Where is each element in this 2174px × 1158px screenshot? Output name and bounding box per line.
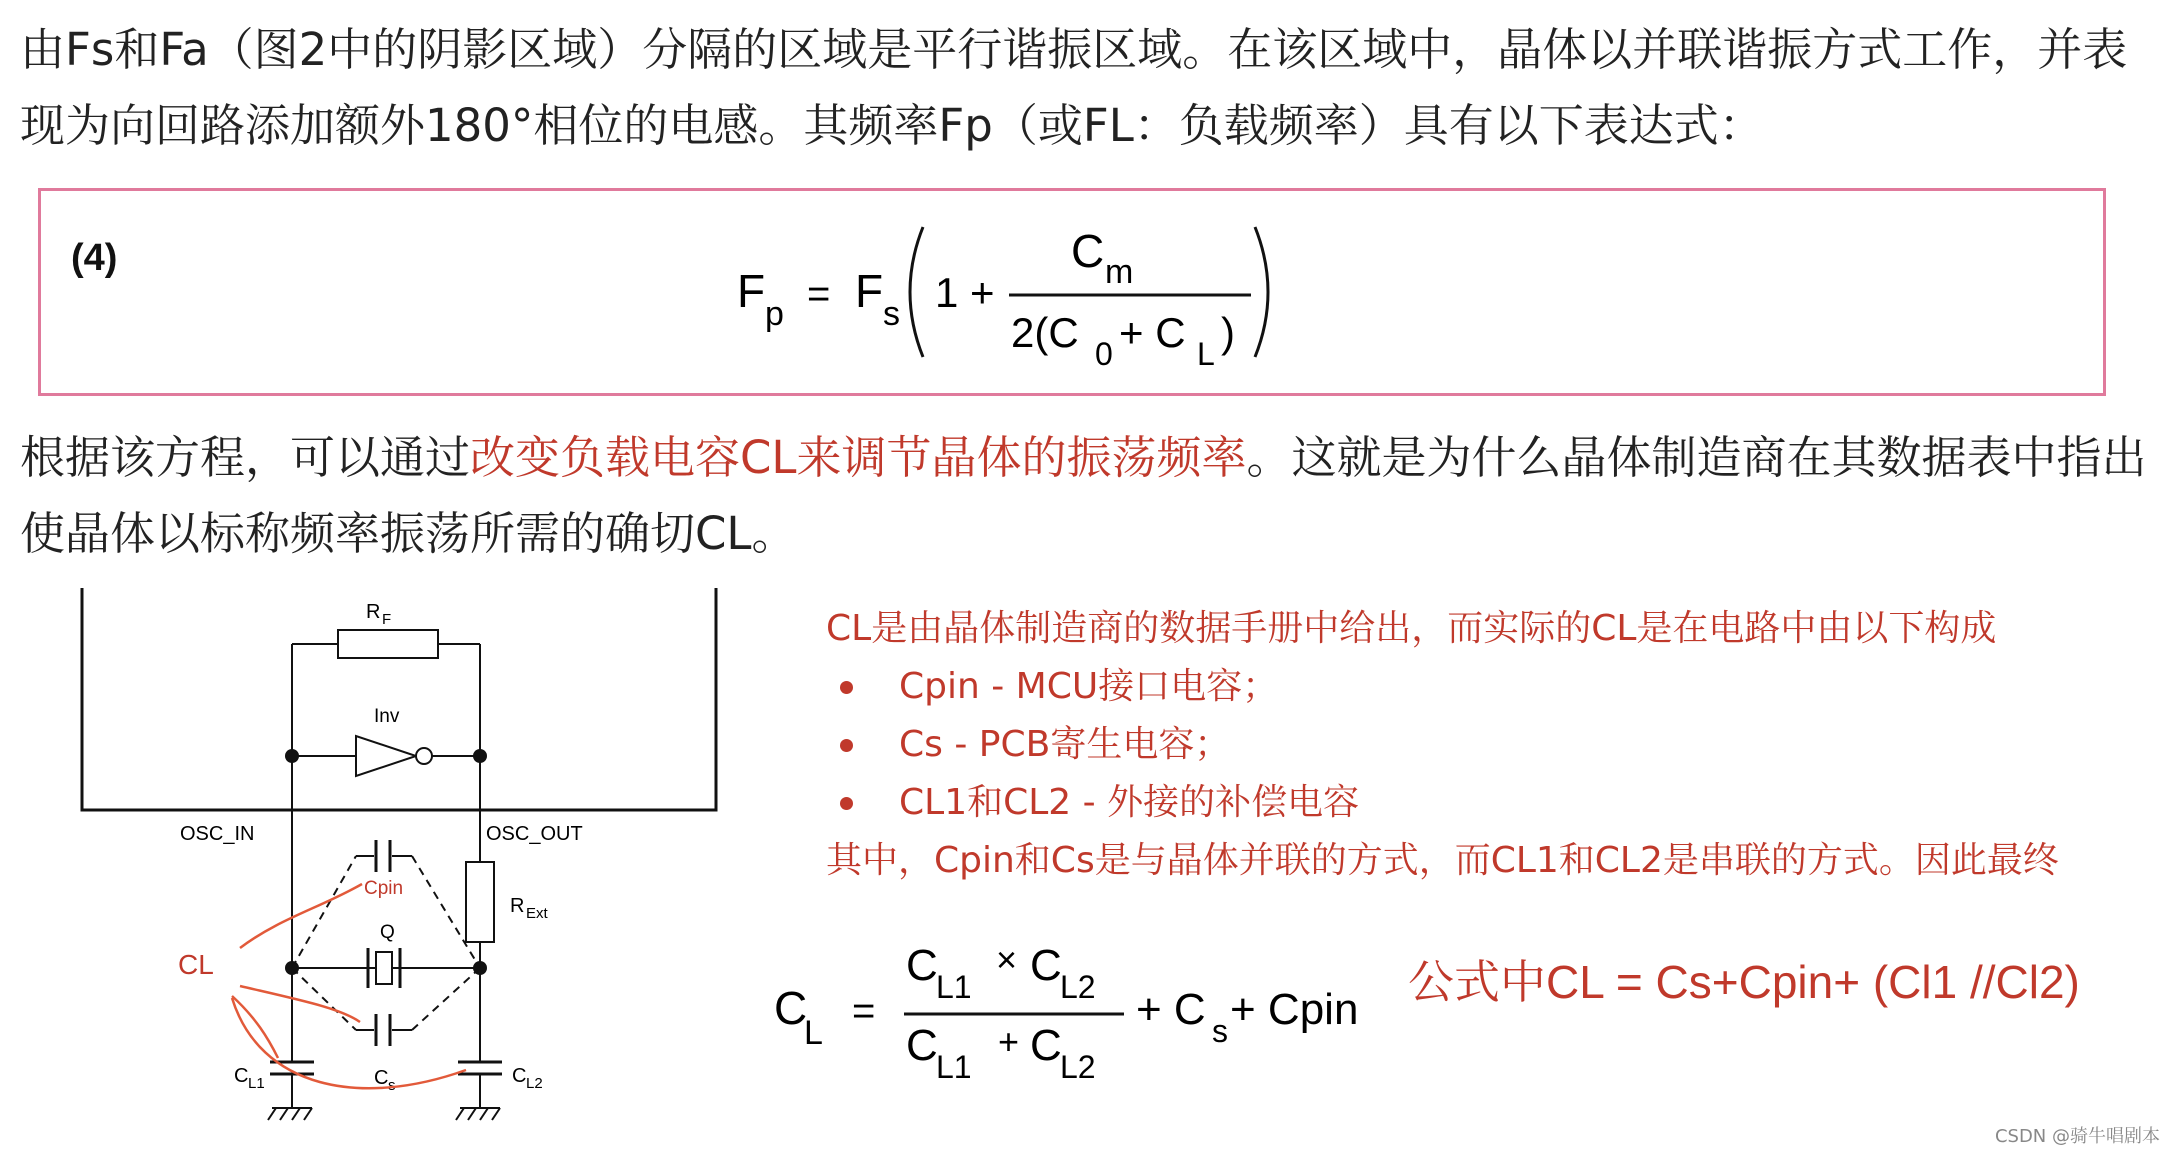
right-paren — [1255, 227, 1268, 357]
annotation-arrow — [240, 986, 360, 1022]
numerator-cl1: C — [906, 941, 938, 990]
cl-symbol: C — [774, 982, 808, 1034]
annotation-arrow — [232, 998, 466, 1088]
osc-out-label: OSC_OUT — [486, 823, 583, 845]
numerator-c: C — [1071, 225, 1105, 277]
note-outro: 其中，Cpin和Cs是与晶体并联的方式，而CL1和CL2是串联的方式。因此最终 — [826, 840, 2059, 881]
numerator-cl1-sub: L1 — [936, 969, 972, 1005]
mcu-boundary — [82, 588, 716, 810]
cl-explanation — [826, 600, 2126, 890]
rf-sub: F — [382, 611, 392, 628]
cpin-label: Cpin — [364, 878, 404, 899]
cl-formula — [760, 920, 1400, 1090]
cs-sub: s — [388, 1077, 396, 1094]
equation-number: (4) — [71, 237, 118, 279]
q-label: Q — [380, 922, 395, 943]
junction-dot — [473, 749, 487, 763]
denominator-plus: + C — [1119, 309, 1186, 356]
ground-icon — [456, 1108, 500, 1120]
formula-annotation: 公式中CL = Cs+Cpin+ (Cl1 //Cl2) — [1408, 956, 2080, 1008]
list-item — [826, 774, 2126, 832]
times-sign: × — [996, 939, 1018, 980]
fp-symbol: F — [737, 265, 766, 317]
rf-label: R — [366, 601, 381, 623]
fp-equation — [727, 197, 1287, 387]
numerator-cl2: C — [1030, 941, 1062, 990]
crystal-q — [376, 952, 392, 984]
body-paragraph — [20, 420, 2160, 572]
osc-in-label: OSC_IN — [180, 823, 255, 845]
denominator-cl1: C — [906, 1021, 938, 1070]
watermark: CSDN @骑牛唱剧本 — [1994, 1126, 2160, 1147]
list-item-text: Cpin - MCU接口电容； — [899, 666, 1279, 707]
cl1-sub: L1 — [248, 1075, 265, 1092]
numerator-cl2-sub: L2 — [1060, 969, 1096, 1005]
annotation-arrow — [240, 884, 362, 948]
intro-paragraph: 由Fs和Fa（图2中的阴影区域）分隔的区域是平行谐振区域。在该区域中，晶体以并联谐振方式工作，并表现为向回路添加额外180°相位的电感。其频率Fp（或FL：负载频率）具有以下表达式： — [20, 23, 2128, 152]
crystal-oscillator-circuit — [60, 588, 740, 1148]
one-plus: 1 + — [935, 269, 995, 316]
highlight-text: 改变负载电容CL来调节晶体的振荡频率 — [470, 431, 1247, 484]
rf-resistor — [338, 630, 438, 658]
inv-label: Inv — [374, 706, 400, 727]
denominator-sub-l: L — [1197, 336, 1215, 372]
list-item — [826, 716, 2126, 774]
plus-cs: + C — [1136, 985, 1206, 1034]
cl1-label: C — [234, 1065, 249, 1087]
denominator-sub-0: 0 — [1095, 336, 1113, 372]
cl2-sub: L2 — [526, 1075, 543, 1092]
bullet-icon — [840, 739, 853, 752]
rext-sub: Ext — [526, 905, 548, 922]
equation-box — [38, 188, 2106, 396]
list-item-text: CL1和CL2 - 外接的补偿电容 — [899, 782, 1360, 823]
ground-icon — [268, 1108, 312, 1120]
list-item — [826, 658, 2126, 716]
rext-label: R — [510, 895, 525, 917]
paragraph-text-after: 。这就是为什么晶体制造商在其数据表中指出使晶体以标称频率振荡所需的确切CL。 — [20, 431, 2147, 560]
fs-symbol: F — [855, 265, 884, 317]
denominator-start: 2(C — [1011, 309, 1079, 356]
note-intro: CL是由晶体制造商的数据手册中给出，而实际的CL是在电路中由以下构成 — [826, 608, 1997, 649]
numerator-sub-m: m — [1105, 253, 1134, 291]
left-paren — [910, 227, 923, 357]
inverter-icon — [356, 736, 416, 776]
bullet-icon — [840, 797, 853, 810]
annotation-arrow — [232, 996, 278, 1058]
fs-subscript: s — [883, 295, 900, 333]
cl-subscript: L — [804, 1014, 823, 1052]
denominator-cl2-sub: L2 — [1060, 1049, 1096, 1085]
cl-annotation: CL — [178, 949, 214, 980]
list-item-text: Cs - PCB寄生电容； — [899, 724, 1231, 765]
equals-sign: = — [852, 989, 876, 1033]
plus-sign: + — [998, 1021, 1020, 1062]
paragraph-text-before: 根据该方程，可以通过 — [20, 431, 471, 484]
cl2-label: C — [512, 1065, 527, 1087]
denominator-cl1-sub: L1 — [936, 1049, 972, 1085]
fp-subscript: p — [765, 295, 784, 333]
equals-sign: = — [807, 272, 831, 316]
denominator-cl2: C — [1030, 1021, 1062, 1070]
inverter-bubble — [416, 748, 432, 764]
rext-resistor — [466, 862, 494, 942]
bullet-icon — [840, 681, 853, 694]
cs-subscript: s — [1212, 1013, 1228, 1049]
cs-label: C — [374, 1067, 389, 1089]
denominator-close: ) — [1221, 309, 1235, 356]
junction-dot — [285, 749, 299, 763]
plus-cpin: + Cpin — [1230, 985, 1359, 1034]
